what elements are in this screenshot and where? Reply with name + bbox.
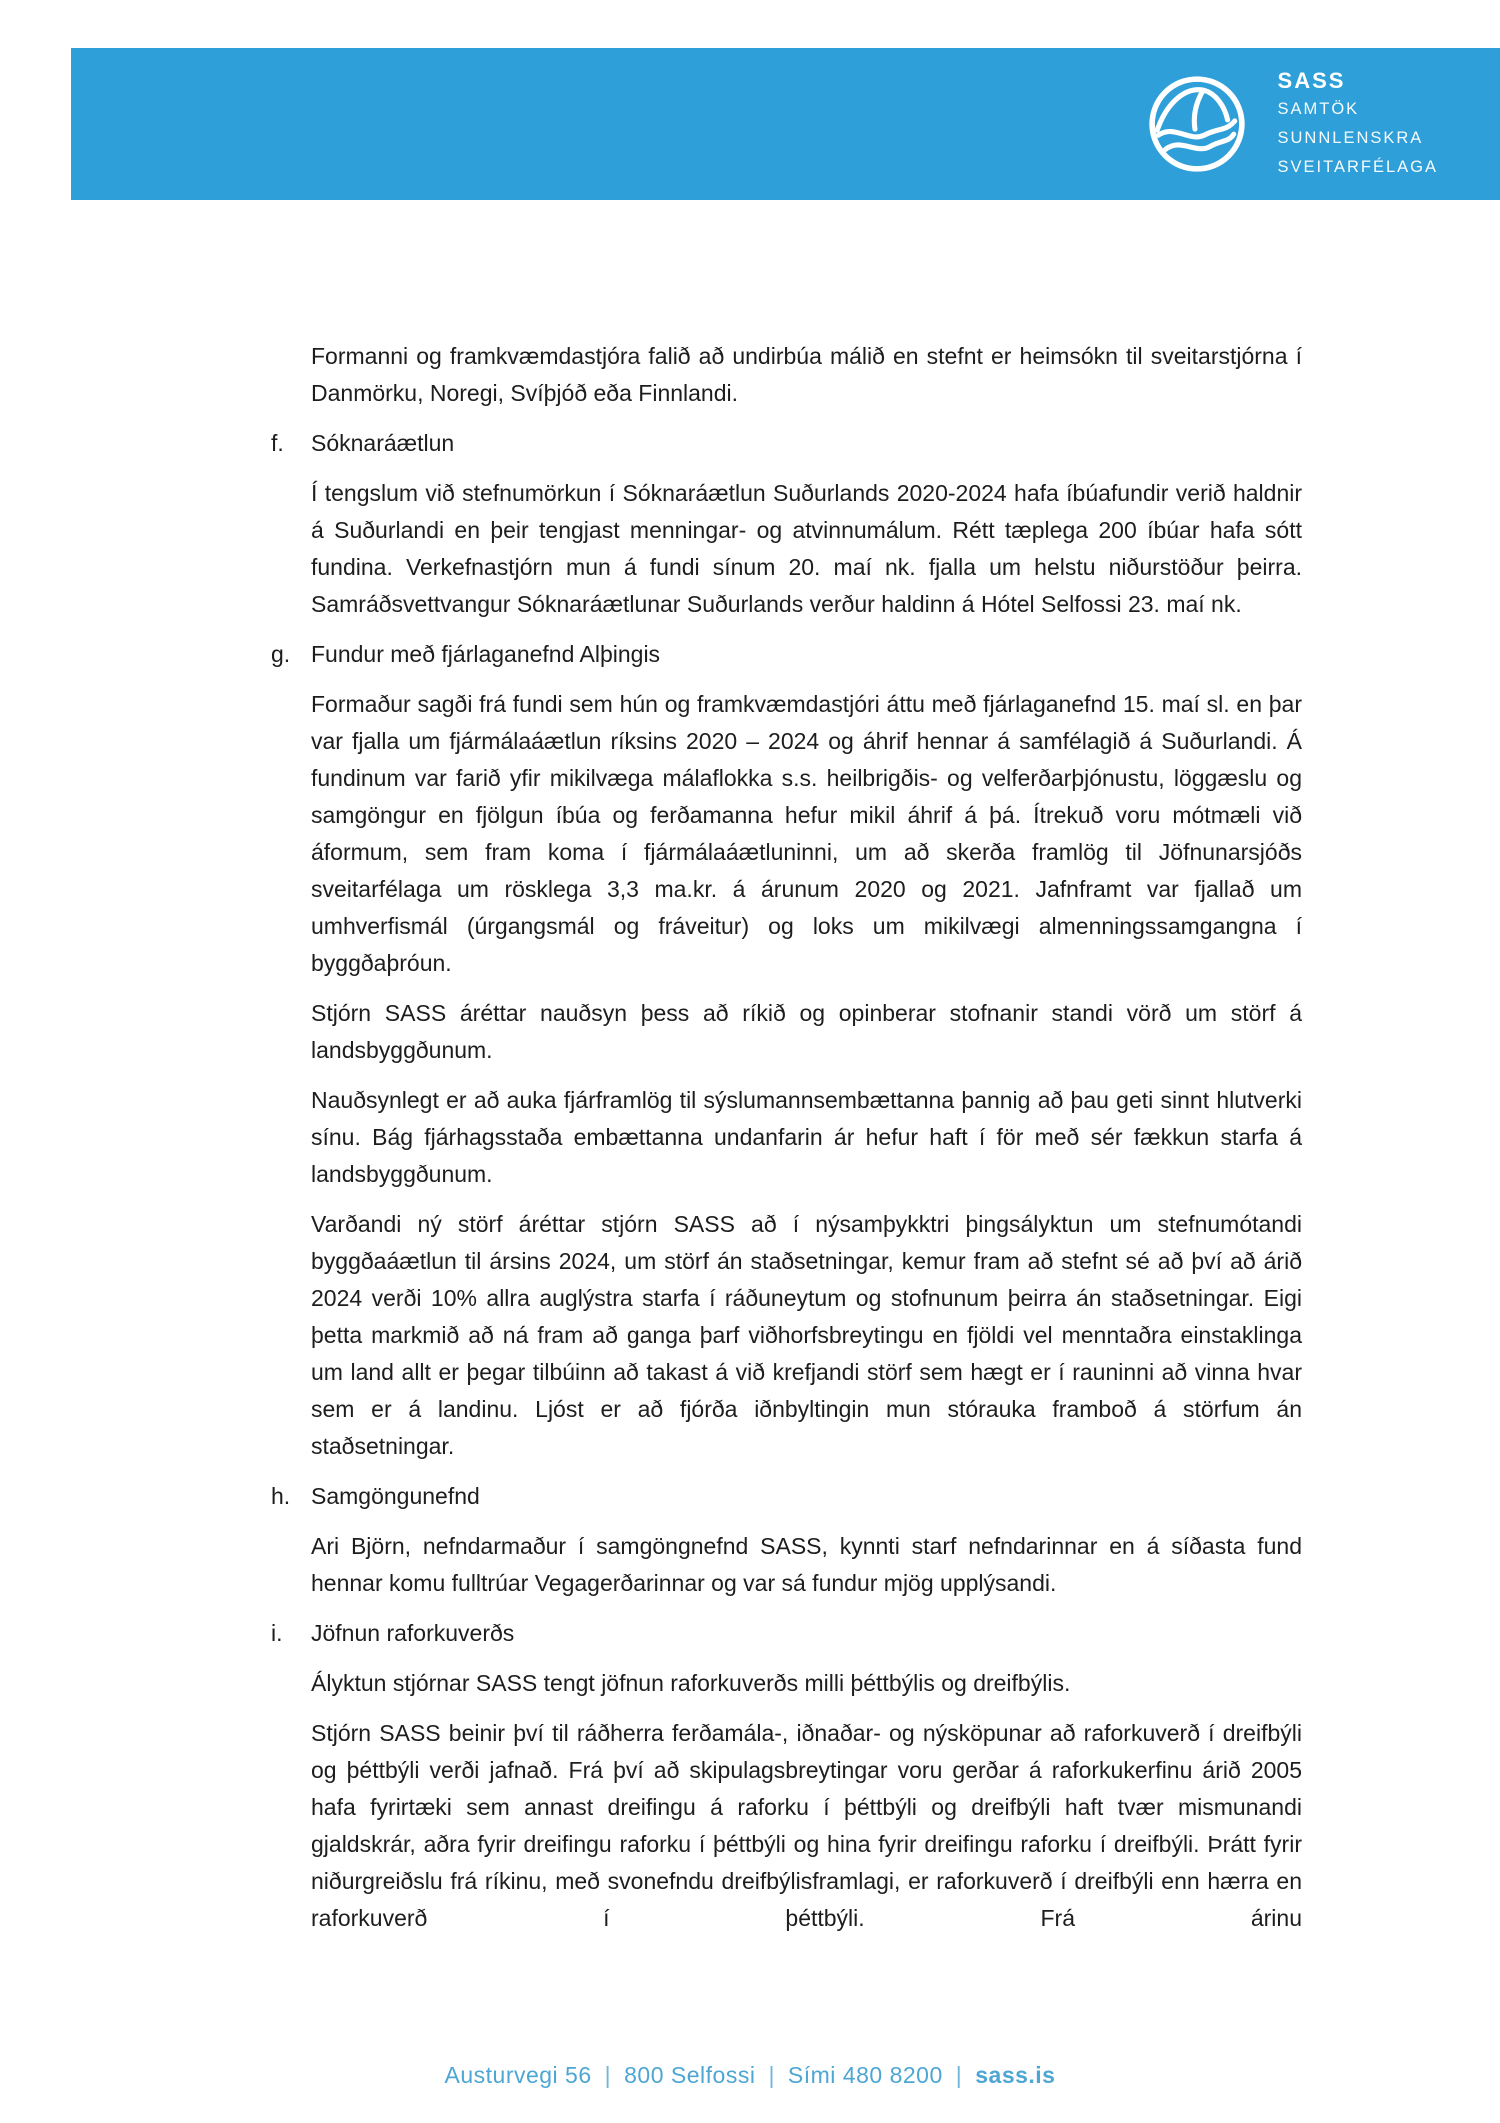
paragraph: Formaður sagði frá fundi sem hún og framkvæmdastjóri áttu með fjárlaganefnd 15. maí sl. en þar var fjalla um fjármálaáætlun ríksins 2020 – 2024 og áhrif hennar á samfélagið á Suðurlandi. Á fundinum var farið yfir mikilvæga málaflokka s.s. heilbrigðis- og velferðarþjónustu, löggæslu og samgöngur en fjölgun íbúa og ferðamanna hefur mikil áhrif á þá. Ítrekuð voru mótmæli við áformum, sem fram koma í fjármálaáætluninni, um að skerða framlög til Jöfnunarsjóðs sveitarfélaga um rösklega 3,3 ma.kr. á árunum 2020 og 2021. Jafnframt var fjallað um umhverfismál (úrgangsmál og fráveitur) og loks um mikilvægi almenningssamgangna í byggðaþróun. (311, 691, 1302, 976)
section-h (271, 1478, 1302, 1602)
section-letter: h. (271, 1483, 291, 1509)
logo-org-line: SVEITARFÉLAGA (1277, 158, 1438, 176)
section-f (271, 425, 1302, 623)
logo-org-line: SUNNLENSKRA (1277, 129, 1424, 147)
logo-org-short: SASS (1277, 68, 1346, 93)
section-letter: f. (271, 430, 284, 456)
footer-address: Austurvegi 56 (444, 2062, 592, 2088)
sass-logo (1146, 66, 1438, 182)
document-body (271, 338, 1302, 1950)
paragraph: Stjórn SASS beinir því til ráðherra ferðamála-, iðnaðar- og nýsköpunar að raforkuverð í dreifbýli og þéttbýli verði jafnað. Frá því að skipulagsbreytingar voru gerðar á raforkukerfinu árið 2005 hafa fyrirtæki sem annast dreifingu á raforku í þéttbýli og dreifbýli haft tvær mismunandi gjaldskrár, aðra fyrir dreifingu raforku í þéttbýli og hina fyrir dreifingu raforku í dreifbýli. Þrátt fyrir niðurgreiðslu frá ríkinu, með svonefndu dreifbýlisframlagi, er raforkuverð í dreifbýli enn hærra en raforkuverð í þéttbýli. Frá árinu (311, 1720, 1302, 1931)
header-bar (71, 48, 1500, 200)
section-heading (271, 1615, 1302, 1652)
paragraph: Nauðsynlegt er að auka fjárframlög til sýslumannsembættanna þannig að þau geti sinnt hlutverki sínu. Bág fjárhagsstaða embættanna undanfarin ár hefur haft í för með sér fækkun starfa á landsbyggðunum. (311, 1087, 1302, 1187)
section-title: Sóknaráætlun (311, 430, 455, 456)
section-letter: i. (271, 1620, 283, 1646)
section-letter: g. (271, 641, 291, 667)
section-title: Fundur með fjárlaganefnd Alþingis (311, 641, 661, 667)
footer-phone: Sími 480 8200 (787, 2062, 943, 2088)
logo-wordmark (1278, 66, 1438, 182)
section-heading (271, 1478, 1302, 1515)
page-footer (0, 2062, 1500, 2089)
paragraph: Ályktun stjórnar SASS tengt jöfnun raforkuverðs milli þéttbýlis og dreifbýlis. (311, 1670, 1071, 1696)
footer-website-link[interactable]: sass.is (975, 2062, 1056, 2088)
section-title: Jöfnun raforkuverðs (311, 1620, 515, 1646)
logo-org-line: SAMTÖK (1277, 100, 1360, 118)
section-heading (271, 425, 1302, 462)
paragraph: Í tengslum við stefnumörkun í Sóknaráætlun Suðurlands 2020-2024 hafa íbúafundir verið haldnir á Suðurlandi en þeir tengjast menningar- og atvinnumálum. Rétt tæplega 200 íbúar hafa sótt fundina. Verkefnastjórn mun á fundi sínum 20. maí nk. fjalla um helstu niðurstöður þeirra. Samráðsvettvangur Sóknaráætlunar Suðurlands verður haldinn á Hótel Selfossi 23. maí nk. (311, 480, 1302, 617)
footer-separator: | (768, 2062, 775, 2088)
section-title: Samgöngunefnd (311, 1483, 480, 1509)
paragraph: Formanni og framkvæmdastjóra falið að undirbúa málið en stefnt er heimsókn til sveitarstjórna í Danmörku, Noregi, Svíþjóð eða Finnlandi. (311, 343, 1302, 406)
footer-city: 800 Selfossi (624, 2062, 756, 2088)
paragraph: Ari Björn, nefndarmaður í samgöngnefnd SASS, kynnti starf nefndarinnar en á síðasta fund hennar komu fulltrúar Vegagerðarinnar og var sá fundur mjög upplýsandi. (311, 1533, 1302, 1596)
paragraph: Varðandi ný störf áréttar stjórn SASS að í nýsamþykktri þingsályktun um stefnumótandi byggðaáætlun til ársins 2024, um störf án staðsetningar, kemur fram að stefnt sé að því að árið 2024 verði 10% allra auglýstra starfa í ráðuneytum og stofnunum þeirra án staðsetningar. Eigi þetta markmið að ná fram að ganga þarf viðhorfsbreytingu en fjöldi vel menntaðra einstaklinga um land allt er þegar tilbúinn að takast á við krefjandi störf sem hægt er í rauninni að vinna hvar sem er á landinu. Ljóst er að fjórða iðnbyltingin mun stórauka framboð á störfum án staðsetningar. (311, 1211, 1302, 1459)
footer-separator: | (604, 2062, 612, 2088)
sass-circle-waves-icon (1146, 73, 1248, 175)
section-g (271, 636, 1302, 1465)
section-heading (271, 636, 1302, 673)
paragraph: Stjórn SASS áréttar nauðsyn þess að ríkið og opinberar stofnanir standi vörð um störf á landsbyggðunum. (311, 1000, 1302, 1063)
footer-separator: | (955, 2062, 963, 2088)
section-i (271, 1615, 1302, 1937)
